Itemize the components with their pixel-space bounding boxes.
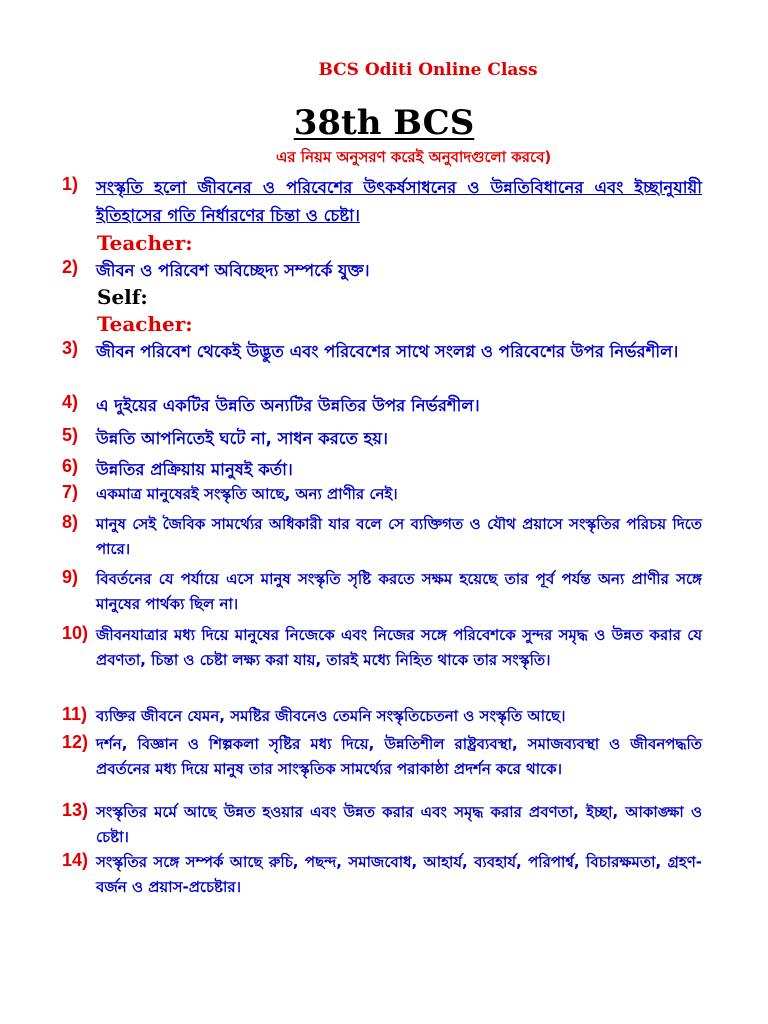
- item-text: মানুষ সেই জৈবিক সামর্থ্যের অধিকারী যার বলে সে ব্যক্তিগত ও যৌথ প্রয়াসে সংস্কৃতির পরিচয় দিতে পারে।: [96, 515, 702, 558]
- list-item-14: [62, 850, 702, 900]
- item-number: 13): [62, 800, 89, 820]
- item-number: 8): [62, 512, 79, 532]
- item-text: জীবন ও পরিবেশ অবিচ্ছেদ্য সম্পর্কে যুক্ত।: [96, 261, 370, 280]
- list-item-8: [62, 512, 702, 562]
- item-number: 7): [62, 482, 79, 502]
- item-number: 4): [62, 392, 79, 412]
- item-number: 3): [62, 338, 79, 358]
- item-text: সংস্কৃতির মর্মে আছে উন্নত হওয়ার এবং উন্নত করার এবং সমৃদ্ধ করার প্রবণতা, ইচ্ছা, আকাঙ্ক্ষা ও চেষ্টা।: [96, 803, 702, 846]
- list-item-12: [62, 732, 702, 782]
- list-item-2: [62, 257, 702, 285]
- item-number: 12): [62, 732, 89, 752]
- list-item-9: [62, 567, 702, 617]
- list-item-4: [62, 392, 702, 420]
- item-text: দর্শন, বিজ্ঞান ও শিল্পকলা সৃষ্টির মধ্য দিয়ে, উন্নতিশীল রাষ্ট্রব্যবস্থা, সমাজব্যবস্থা ও জীবনপদ্ধতি প্রবর্তনের মধ্য দিয়ে মানুষ তার সাংস্কৃতিক সামর্থ্যের পরাকাষ্ঠা প্রদর্শন করে থাকে।: [96, 735, 702, 778]
- item-number: 14): [62, 850, 89, 870]
- item-text: সংস্কৃতির সঙ্গে সম্পর্ক আছে রুচি, পছন্দ, সমাজবোধ, আহার্য, ব্যবহার্য, পরিপার্শ্ব, বিচারক্ষমতা, গ্রহণ-বর্জন ও প্রয়াস-প্রচেষ্টার।: [96, 853, 702, 896]
- list-item-7: [62, 482, 702, 507]
- item-number: 5): [62, 425, 79, 445]
- list-item-3: [62, 338, 702, 366]
- item-number: 6): [62, 456, 79, 476]
- item-text: জীবন পরিবেশ থেকেই উদ্ভুত এবং পরিবেশের সাথে সংলগ্ন ও পরিবেশের উপর নির্ভরশীল।: [96, 342, 679, 361]
- item-text: সংস্কৃতি হলো জীবনের ও পরিবেশের উৎকর্ষসাধনের ও উন্নতিবিধানের এবং ইচ্ছানুযায়ী ইতিহাসের গতি নির্ধারণের চিন্তা ও চেষ্টা।: [96, 178, 702, 225]
- item-number: 1): [62, 174, 79, 194]
- brand-title: BCS Oditi Online Class: [318, 60, 538, 80]
- page-title: 38th BCS: [293, 103, 475, 143]
- list-item-5: [62, 425, 702, 453]
- item-number: 9): [62, 567, 79, 587]
- item-text: জীবনযাত্রার মধ্য দিয়ে মানুষের নিজেকে এবং নিজের সঙ্গে পরিবেশকে সুন্দর সমৃদ্ধ ও উন্নত করার যে প্রবণতা, চিন্তা ও চেষ্টা লক্ষ্য করা যায়, তারই মধ্যে নিহিত থাকে তার সংস্কৃতি।: [96, 626, 702, 669]
- item-number: 11): [62, 704, 88, 724]
- item-text: ব্যক্তির জীবনে যেমন, সমষ্টির জীবনেও তেমনি সংস্কৃতিচেতনা ও সংস্কৃতি আছে।: [96, 707, 566, 725]
- subtitle: এর নিয়ম অনুসরণ করেই অনুবাদগুলো করবে): [276, 148, 552, 166]
- item-text: বিবর্তনের যে পর্যায়ে এসে মানুষ সংস্কৃতি সৃষ্টি করতে সক্ষম হয়েছে তার পূর্ব পর্যন্ত অন্য প্রাণীর সঙ্গে মানুষের পার্থক্য ছিল না।: [96, 570, 702, 613]
- item-number: 2): [62, 257, 79, 277]
- item-text: একমাত্র মানুষেরই সংস্কৃতি আছে, অন্য প্রাণীর নেই।: [96, 485, 398, 503]
- item-text: এ দুইয়ের একটির উন্নতি অন্যটির উন্নতির উপর নির্ভরশীল।: [96, 396, 480, 415]
- teacher-label: Teacher:: [97, 312, 193, 336]
- list-item-1: [62, 174, 702, 230]
- list-item-13: [62, 800, 702, 850]
- item-text: উন্নতি আপনিতেই ঘটে না, সাধন করতে হয়।: [96, 429, 388, 448]
- self-label: Self:: [97, 285, 148, 309]
- teacher-label: Teacher:: [97, 231, 193, 255]
- list-item-11: [62, 704, 702, 729]
- list-item-10: [62, 623, 702, 673]
- item-text: উন্নতির প্রক্রিয়ায় মানুষই কর্তা।: [96, 460, 293, 479]
- list-item-6: [62, 456, 702, 484]
- item-number: 10): [62, 623, 89, 643]
